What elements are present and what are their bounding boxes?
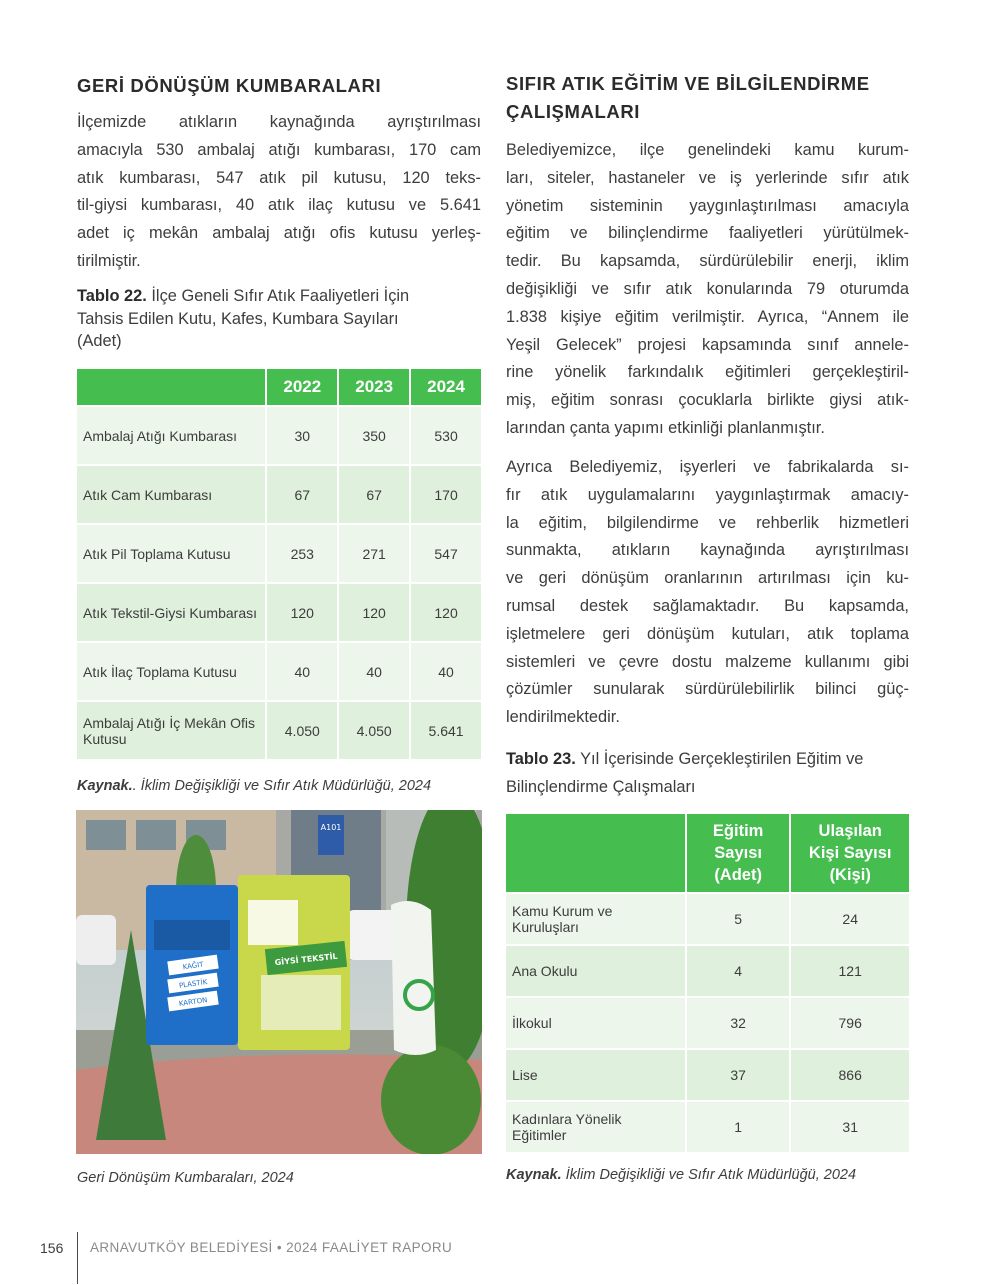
bottle-shaped-bin [391,901,436,1055]
cell-value: 5 [687,894,790,944]
table-caption-text: İlçe Geneli Sıfır Atık Faaliyetleri İçin [146,287,410,305]
cell-value: 120 [411,584,481,641]
table-22-source [77,778,431,794]
paragraph-line: la eğitim, bilgilendirme ve rehberlik hizmetleri [506,513,909,532]
table-header-cell: 2024 [411,369,481,405]
table-23-source [506,1167,856,1183]
cell-value: 40 [267,643,337,700]
source-label: Kaynak. [77,778,133,794]
paragraph-line: ları, siteler, hastaneler ve iş yerlerinde sıfır atık [506,168,909,187]
header-line: Ulaşılan [818,822,882,840]
table-header-row [506,814,909,892]
paragraph-line: Belediyemizce, ilçe genelindeki kamu kurum- [506,141,909,159]
cell-value: 350 [339,407,409,464]
bin-label: KARTON [178,996,208,1008]
education-paragraph-2 [506,454,909,732]
paragraph-line: sunmakta, atıkların kaynağında ayrıştırılması [506,541,909,560]
cell-value: 121 [791,946,909,996]
cell-value: 4.050 [339,702,409,759]
row-label: Kamu Kurum ve Kuruluşları [506,894,685,944]
cell-value: 271 [339,525,409,582]
photo-caption: Geri Dönüşüm Kumbaraları, 2024 [77,1170,294,1186]
header-line: Eğitim [712,822,764,840]
paragraph-line: atık kumbarası, 547 atık pil kutusu, 120 teks- [77,168,481,187]
table-caption-text: Bilinçlendirme Çalışmaları [506,777,696,796]
row-label: Ambalaj Atığı Kumbarası [77,407,265,464]
paragraph-line: Ayrıca Belediyemiz, işyerleri ve fabrikalarda sı- [506,458,909,476]
cell-value: 67 [339,466,409,523]
cell-value: 37 [687,1050,790,1100]
header-line: Kişi Sayısı [808,844,892,862]
cell-value: 120 [267,584,337,641]
paragraph-line: İlçemizde atıkların kaynağında ayrıştırılması [77,113,481,131]
cell-value: 796 [791,998,909,1048]
row-label: Atık Pil Toplama Kutusu [77,525,265,582]
cell-value: 530 [411,407,481,464]
heading-line: ÇALIŞMALARI [506,101,641,122]
store-sign [318,815,344,855]
cell-value: 67 [267,466,337,523]
bin-label: PLASTİK [178,978,208,990]
paragraph-line: tirilmiştir. [77,251,141,270]
table-row [506,998,909,1048]
row-label: Ambalaj Atığı İç Mekân Ofis Kutusu [77,702,265,759]
page-number: 156 [40,1240,64,1256]
row-label: Atık İlaç Toplama Kutusu [77,643,265,700]
table-row [506,946,909,996]
table-row [77,466,481,523]
paragraph-line: değişikliği ve sıfır atık konularında 79 oturumda [506,279,909,298]
cell-value: 31 [791,1102,909,1152]
header-line: Sayısı [714,844,762,862]
row-label: Kadınlara Yönelik Eğitimler [506,1102,685,1152]
cell-value: 253 [267,525,337,582]
cell-value: 40 [339,643,409,700]
paragraph-line: adet iç mekân ambalaj atığı ofis kutusu yerleş- [77,224,481,243]
bin-label: KAĞIT [182,960,205,972]
paragraph-line: çözümler sunularak sürdürülebilirlik bilinci güç- [506,680,909,699]
row-label: Atık Tekstil-Giysi Kumbarası [77,584,265,641]
paragraph-line: tedir. Bu kapsamda, sürdürülebilir enerji, iklim [506,252,909,271]
table-caption-text: Yıl İçerisinde Gerçekleştirilen Eğitim ve [575,750,864,768]
table-row [506,1050,909,1100]
cell-value: 30 [267,407,337,464]
paragraph-line: Yeşil Gelecek” projesi kapsamında sınıf annele- [506,335,909,354]
recycling-bins-heading: GERİ DÖNÜŞÜM KUMBARALARI [77,75,382,96]
cell-value: 170 [411,466,481,523]
cell-value: 40 [411,643,481,700]
cell-value: 120 [339,584,409,641]
header-line: (Adet) [714,866,762,884]
paragraph-line: amacıyla 530 ambalaj atığı kumbarası, 170 cam [77,140,481,159]
cell-value: 1 [687,1102,790,1152]
cell-value: 24 [791,894,909,944]
table-caption-label: Tablo 23. [506,750,576,768]
table-header-cell: 2022 [267,369,337,405]
cell-value: 4.050 [267,702,337,759]
paragraph-line: miş, eğitim sonrası çocuklarla birlikte giysi atık- [506,391,909,410]
table-caption-label: Tablo 22. [77,287,147,305]
table-row [77,643,481,700]
paragraph-line: fır atık uygulamalarını yaygınlaştırmak amacıy- [506,485,909,504]
paragraph-line: eğitim ve bilinçlendirme faaliyetleri yürütülmek- [506,224,909,243]
row-label: İlkokul [506,998,685,1048]
paragraph-line: til-giysi kumbarası, 40 atık ilaç kutusu ve 5.641 [77,196,481,215]
table-header-cell [506,814,685,892]
cell-value: 32 [687,998,790,1048]
paragraph-line: 1.838 kişiye eğitim verilmiştir. Ayrıca, “Annem ile [506,307,909,326]
store-sign-text: A101 [320,823,342,832]
table-22 [75,367,483,761]
table-header-cell [77,369,265,405]
paragraph-line: lendirilmektedir. [506,708,620,727]
table-caption-text: (Adet) [77,332,122,350]
table-header-cell [687,814,790,892]
paragraph-line: yönetim sisteminin yaygınlaştırılması amacıyla [506,196,909,215]
table-row [77,702,481,759]
source-text: . İklim Değişikliği ve Sıfır Atık Müdürlüğü, 2024 [132,778,432,794]
paragraph-line: rumsal destek sağlamaktadır. Bu kapsamda, [506,596,909,615]
photo-illustration [76,810,482,1154]
source-label: Kaynak. [506,1167,562,1183]
paragraph-line: sistemleri ve çevre dostu malzeme kullanımı gibi [506,652,909,671]
table-caption-text: Tahsis Edilen Kutu, Kafes, Kumbara Sayıları [77,309,399,328]
row-label: Ana Okulu [506,946,685,996]
table-header-cell: 2023 [339,369,409,405]
education-paragraph-1 [506,137,909,443]
paragraph-line: larından çanta yapımı etkinliği planlanmıştır. [506,418,825,437]
cell-value: 547 [411,525,481,582]
recycling-bins-photo [76,810,482,1154]
paragraph-line: işletmelere geri dönüşüm kutuları, atık toplama [506,624,909,643]
table-22-caption [77,285,481,353]
table-row [506,894,909,944]
heading-line: SIFIR ATIK EĞİTİM VE BİLGİLENDİRME [506,73,870,94]
table-header-cell [791,814,909,892]
cell-value: 4 [687,946,790,996]
table-row [506,1102,909,1152]
paragraph-line: ve geri dönüşüm oranlarının artırılması için ku- [506,569,909,588]
car [76,915,116,965]
paragraph-line: rine yönelik farkındalık eğitimleri gerçekleştiril- [506,363,909,382]
table-row [77,525,481,582]
source-text: İklim Değişikliği ve Sıfır Atık Müdürlüğü, 2024 [561,1167,857,1183]
table-header-row [77,369,481,405]
header-line: (Kişi) [829,866,871,884]
footer-divider [77,1232,78,1284]
row-label: Atık Cam Kumbarası [77,466,265,523]
footer-text: ARNAVUTKÖY BELEDİYESİ • 2024 FAALİYET RAPORU [90,1240,453,1255]
cell-value: 5.641 [411,702,481,759]
table-23-caption [506,746,909,801]
table-23 [504,812,911,1154]
cell-value: 866 [791,1050,909,1100]
education-heading [506,70,870,126]
table-row [77,584,481,641]
recycling-bins-paragraph [77,109,481,276]
row-label: Lise [506,1050,685,1100]
bin-label: GİYSİ TEKSTİL [274,951,339,968]
table-row [77,407,481,464]
